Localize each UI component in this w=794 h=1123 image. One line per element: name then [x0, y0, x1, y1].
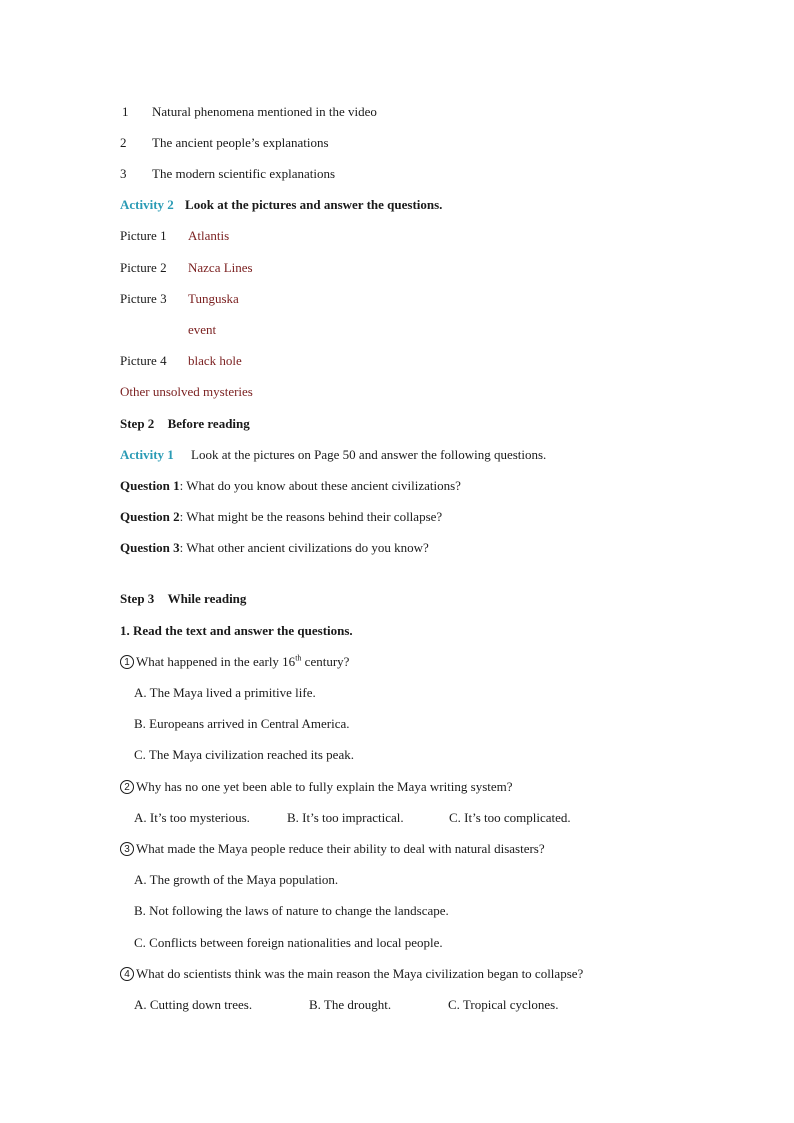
- question-text: What do scientists think was the main reason the Maya civilization began to collapse?: [136, 966, 584, 981]
- option-c: C. Conflicts between foreign nationalities and local people.: [134, 935, 443, 950]
- mc-question: [120, 779, 513, 795]
- row-text: The modern scientific explanations: [152, 166, 336, 181]
- step-3-task: 1. Read the text and answer the questions.: [120, 623, 353, 638]
- question-text: Why has no one yet been able to fully explain the Maya writing system?: [136, 779, 513, 794]
- option-a: A. Cutting down trees.: [134, 997, 253, 1012]
- picture-row: [120, 353, 242, 369]
- circled-number: 3: [120, 842, 134, 856]
- question-text: What happened in the early 16: [136, 654, 296, 669]
- row-number: 1: [122, 104, 129, 119]
- activity-1-label: Activity 1: [120, 447, 174, 462]
- option-c: C. It’s too complicated.: [449, 810, 571, 825]
- other-mysteries: Other unsolved mysteries: [120, 384, 253, 399]
- option-b: B. Europeans arrived in Central America.: [134, 716, 350, 731]
- picture-row: [120, 260, 253, 276]
- step-2-activity: [120, 447, 546, 463]
- step-2-title: Step 2: [120, 416, 155, 431]
- question-label: Question 3: [120, 540, 180, 555]
- activity-2-heading: [120, 197, 442, 213]
- picture-row: [120, 291, 239, 307]
- option-a: A. The Maya lived a primitive life.: [134, 685, 316, 700]
- question-text: : What do you know about these ancient civilizations?: [179, 478, 461, 493]
- activity-2-label: Activity 2: [120, 197, 174, 212]
- option-c: C. The Maya civilization reached its peak.: [134, 747, 354, 762]
- picture-answer: Atlantis: [188, 228, 230, 243]
- step-2-subtitle: Before reading: [167, 416, 250, 431]
- step-3-subtitle: While reading: [167, 591, 247, 606]
- picture-answer: black hole: [188, 353, 242, 368]
- mc-question: [120, 654, 349, 670]
- option-c: C. Tropical cyclones.: [448, 997, 559, 1012]
- superscript: th: [295, 653, 302, 663]
- mc-question: [120, 966, 583, 982]
- option-b: B. Not following the laws of nature to change the landscape.: [134, 903, 449, 918]
- step-3-heading: [120, 591, 246, 607]
- option-b: B. The drought.: [309, 997, 392, 1012]
- question-line: [120, 478, 461, 494]
- question-text: : What other ancient civilizations do you know?: [179, 540, 429, 555]
- row-text: Natural phenomena mentioned in the video: [152, 104, 377, 119]
- activity-1-text: Look at the pictures on Page 50 and answer the following questions.: [191, 447, 547, 462]
- option-b: B. It’s too impractical.: [287, 810, 404, 825]
- question-label: Question 2: [120, 509, 180, 524]
- question-text: : What might be the reasons behind their collapse?: [179, 509, 443, 524]
- step-3-title: Step 3: [120, 591, 155, 606]
- row-number: 3: [120, 166, 127, 181]
- picture-answer: Nazca Lines: [188, 260, 253, 275]
- step-2-heading: [120, 416, 250, 432]
- circled-number: 2: [120, 780, 134, 794]
- picture-label: Picture 2: [120, 260, 167, 275]
- circled-number: 1: [120, 655, 134, 669]
- option-a: A. The growth of the Maya population.: [134, 872, 339, 887]
- question-line: [120, 540, 429, 556]
- row-number: 2: [120, 135, 127, 150]
- question-line: [120, 509, 442, 525]
- picture-label: Picture 3: [120, 291, 167, 306]
- picture-label: Picture 1: [120, 228, 167, 243]
- picture-row: [120, 228, 230, 244]
- picture-answer-continued: event: [188, 322, 217, 337]
- question-text: What made the Maya people reduce their ability to deal with natural disasters?: [136, 841, 545, 856]
- activity-2-instruction: Look at the pictures and answer the questions.: [185, 197, 443, 212]
- circled-number: 4: [120, 967, 134, 981]
- question-label: Question 1: [120, 478, 180, 493]
- row-text: The ancient people’s explanations: [152, 135, 329, 150]
- question-text-end: century?: [301, 654, 350, 669]
- picture-answer: Tunguska: [188, 291, 239, 306]
- mc-question: [120, 841, 545, 857]
- picture-label: Picture 4: [120, 353, 167, 368]
- option-a: A. It’s too mysterious.: [134, 810, 250, 825]
